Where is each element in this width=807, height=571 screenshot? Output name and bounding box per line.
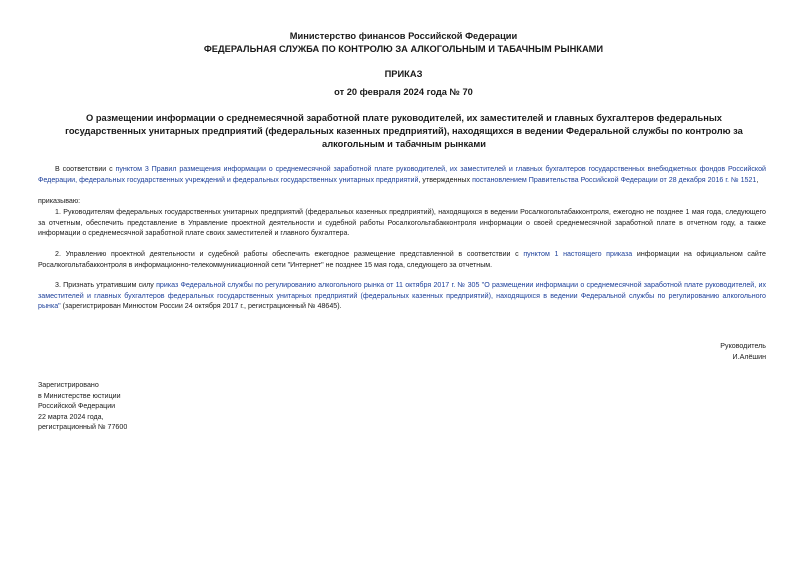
item-2-paragraph [38, 249, 766, 270]
item-3-paragraph [38, 280, 766, 312]
resolution-link[interactable]: постановлением Правительства Российской Федерации от 28 декабря 2016 г. № 1521 [472, 175, 757, 184]
registration-block [38, 380, 127, 433]
doc-type: ПРИКАЗ [384, 69, 423, 79]
registration-line: 22 марта 2024 года, [38, 412, 104, 421]
doc-date-number: от 20 февраля 2024 года № 70 [334, 87, 473, 97]
signatory-name: И.Алёшин [732, 353, 766, 361]
registration-line: Российской Федерации [38, 402, 116, 411]
preamble-text-1: В соответствии с [55, 165, 116, 173]
item-3-text-2: (зарегистрирован Минюстом России 24 октября 2017 г., регистрационный № 48645). [60, 302, 342, 311]
item-2-text-2: информации на официальном сайте Росалкогольтабакконтроля в информационно-телекоммуникационной сети "Интернет" не позднее 15 мая года, следующего за отчетным. [38, 250, 766, 269]
item-2-text-1: 2. Управлению проектной деятельности и судебной работы обеспечить ежегодное размещение представленной в соответствии с [55, 250, 524, 258]
service-name: ФЕДЕРАЛЬНАЯ СЛУЖБА ПО КОНТРОЛЮ ЗА АЛКОГОЛЬНЫМ И ТАБАЧНЫМ РЫНКАМИ [203, 44, 604, 54]
ministry-name: Министерство финансов Российской Федерации [289, 31, 518, 41]
orders-label: приказываю: [38, 197, 81, 205]
item-1-paragraph: 1. Руководителям федеральных государственных унитарных предприятий (федеральных казенных предприятий), находящихся в ведении Росалкогольтабакконтроля, ежегодно не позднее 1 мая года, следующего за отчетным, обеспечить представление в Управление проектной деятельности и судебной работы Росалкогольтабакконтроля информации о своей среднемесячной заработной плате в отчетном году, а также информации о среднемесячной заработной плате своих заместителей и главного бухгалтера. [38, 208, 766, 238]
repealed-order-link[interactable]: приказ Федеральной службы по регулированию алкогольного рынка от 11 октября 2017 г. № 305 "О размещении информации о среднемесячной заработной плате руководителей, их заместителей и главных бухгалтеров федеральных государственных унитарных предприятий (федеральных казенных предприятий), находящихся в ведении Федеральной службы по регулированию алкогольного рынка" [38, 281, 766, 311]
doc-title: О размещении информации о среднемесячной заработной плате руководителей, их заместителей и главных бухгалтеров федеральных государственных унитарных предприятий (федеральных казенных предприятий), находящихся в ведении Федеральной службы по контролю за алкогольным и табачным рынками [65, 113, 743, 149]
preamble-text-3: , [756, 175, 759, 184]
signatory-position: Руководитель [720, 342, 766, 350]
rules-link[interactable]: пунктом 3 Правил размещения информации о среднемесячной заработной плате руководителей, их заместителей и главных бухгалтеров государственных внебюджетных фондов Российской Федерации, федеральных государственных учреждений и федеральных государственных унитарных предприятий [38, 165, 767, 184]
preamble-paragraph [38, 164, 766, 185]
registration-line: Зарегистрировано [38, 381, 99, 389]
registration-line: регистрационный № 77600 [38, 423, 128, 432]
item-1-ref-link[interactable]: пунктом 1 настоящего приказа [523, 250, 633, 258]
preamble-text-2: , утвержденных [418, 175, 473, 184]
registration-line: в Министерстве юстиции [38, 391, 121, 400]
item-3-text-1: 3. Признать утратившим силу [55, 281, 157, 289]
